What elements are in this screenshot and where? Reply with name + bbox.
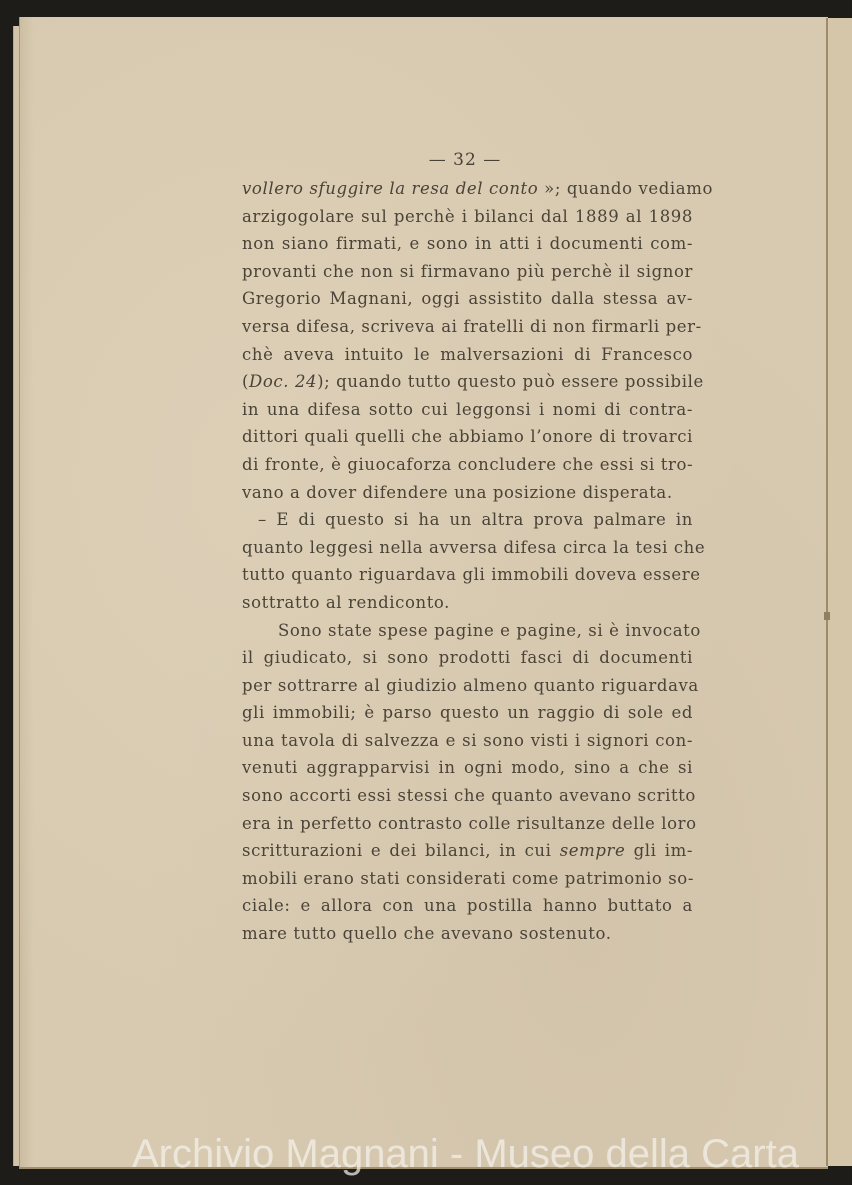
italic-quote: vollero sfuggire la resa del conto (242, 179, 539, 198)
text-line: di fronte, è giuocaforza concludere che essi si tro- (242, 454, 694, 474)
text-line: arzigogolare sul perchè i bilanci dal 1889 al 1898 (242, 206, 693, 226)
text-line: tutto quanto riguardava gli immobili doveva essere (242, 565, 701, 585)
text-line: venuti aggrapparvisi in ogni modo, sino a che si (242, 758, 693, 778)
text-line: sono accorti essi stessi che quanto avevano scritto (242, 786, 696, 806)
text-line: ciale: e allora con una postilla hanno buttato a (242, 896, 693, 916)
archive-watermark: Archivio Magnani - Museo della Carta (132, 1132, 799, 1176)
line-text: »; quando vediamo (538, 179, 714, 198)
text-line: era in perfetto contrasto colle risultanze delle loro (242, 813, 697, 833)
text-line: il giudicato, si sono prodotti fasci di documenti (242, 648, 693, 668)
paragraph-2 (242, 509, 706, 619)
text-line: non siano firmati, e sono in atti i documenti com- (242, 234, 693, 254)
text-line: – E di questo si ha un altra prova palmare in (258, 510, 693, 530)
line-text: gli im- (633, 841, 693, 861)
line-text: scritturazioni e dei bilanci, in cui (242, 841, 552, 861)
text-line: versa difesa, scriveva ai fratelli di non firmarli per- (242, 316, 702, 336)
text-line: Gregorio Magnani, oggi assistito dalla stessa av- (242, 289, 693, 309)
line-text: ( (242, 372, 250, 392)
text-line: in una difesa sotto cui leggonsi i nomi di contra- (242, 399, 693, 419)
text-line: per sottrarre al giudizio almeno quanto riguardava (242, 675, 699, 695)
text-line (242, 371, 704, 399)
text-line: vano a dover difendere una posizione disperata. (242, 482, 673, 502)
paragraph-1 (242, 178, 714, 509)
text-line (242, 178, 714, 206)
text-line: sottratto al rendiconto. (242, 592, 451, 612)
doc-reference: Doc. 24 (249, 372, 318, 392)
text-line: mare tutto quello che avevano sostenuto. (242, 924, 612, 944)
text-line: Sono state spese pagine e pagine, si è invocato (278, 620, 701, 640)
binding-staple (824, 612, 830, 620)
text-line: gli immobili; è parso questo un raggio di sole ed (242, 703, 693, 723)
line-text: ); quando tutto questo può essere possibile (317, 372, 704, 392)
paragraph-3 (242, 620, 701, 951)
text-line: provanti che non si firmavano più perchè il signor (242, 261, 693, 281)
text-line: quanto leggesi nella avversa difesa circa la tesi che (242, 537, 706, 557)
text-line: dittori quali quelli che abbiamo l’onore di trovarci (242, 427, 693, 447)
facing-page-edge (826, 18, 852, 1166)
text-line: chè aveva intuito le malversazioni di Francesco (242, 344, 693, 364)
body-text (242, 178, 714, 951)
page-number: — 32 — (428, 150, 502, 170)
text-line: mobili erano stati considerati come patrimonio so- (242, 868, 695, 888)
italic-emphasis: sempre (559, 841, 626, 861)
text-line (242, 840, 693, 868)
text-line: una tavola di salvezza e si sono visti i signori con- (242, 730, 693, 750)
